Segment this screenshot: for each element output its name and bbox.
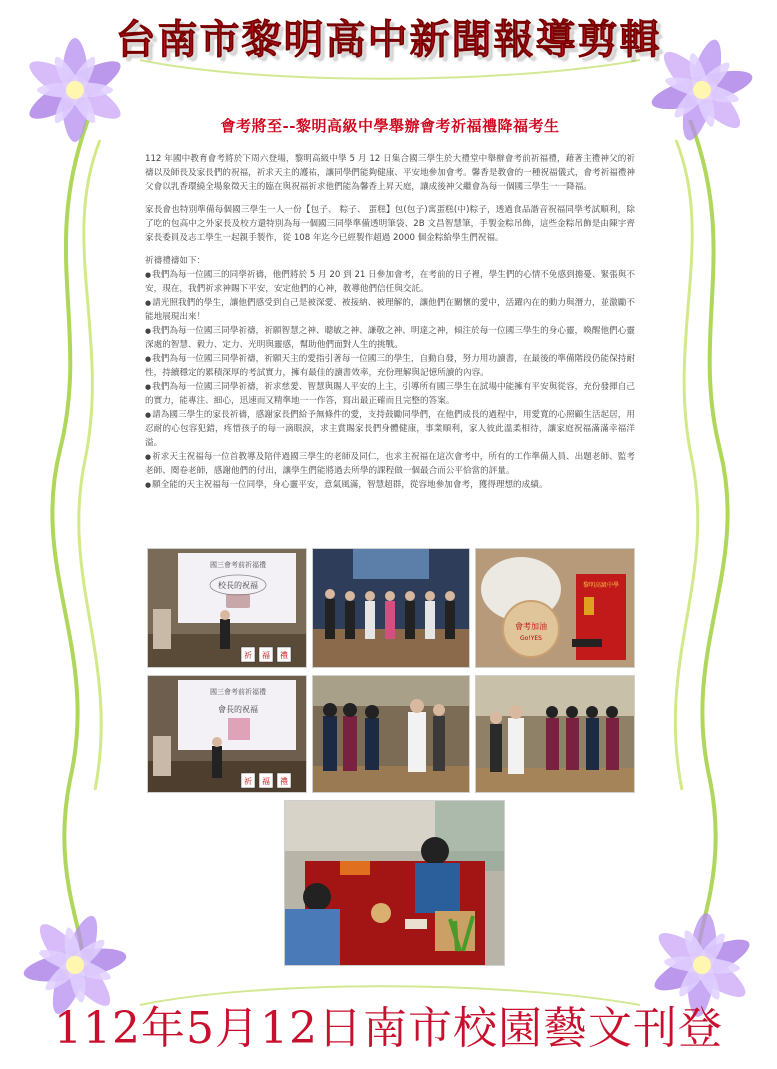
prayer-lead: 祈禱禮禱如下： bbox=[145, 256, 206, 266]
publication-note: 112年5月12日南市校園藝文刊登 bbox=[54, 1003, 723, 1054]
photo-stage-group bbox=[312, 548, 470, 668]
cake-subtext: Go!YES bbox=[520, 635, 542, 642]
banner-char: 禮 bbox=[280, 651, 288, 660]
slide-subtitle: 會長的祝福 bbox=[218, 705, 258, 714]
slide-title: 國三會考前祈福禮 bbox=[210, 561, 266, 569]
banner-char: 福 bbox=[262, 777, 270, 786]
slide-title: 國三會考前祈福禮 bbox=[210, 688, 266, 696]
cake-text: 會考加油 bbox=[515, 622, 547, 631]
prayer-item: ● 我們為每一位國三同學祈禱，祈願智慧之神、聰敏之神、謙敬之神、明達之神，傾注於每一位國三學生的身心靈，喚醒他們心靈深處的智慧、毅力、定力、光明與靈感，幫助他們面對人生的挑戰。 bbox=[145, 324, 635, 352]
photo-priest-blessing bbox=[312, 675, 470, 793]
article-paragraph: 家長會也特別準備每個國三學生一人一份【包子、 粽子、 蛋糕】包(包子)寓蛋糕(中)粽子，透過食品諧音祝福同學考試順利，除了吃的包高中之外家長及校方還特別為每一個國三同學準備透明筆袋、2B 文昌智慧筆，手製金粽吊飾，這些金粽吊飾是由陳宇齊家長委員及志工學生一起親手製作，從 108 年迄今已經製作超過 2000 個金粽給學生們祝福。 bbox=[145, 205, 635, 243]
prayer-item: ● 我們為每一位國三的同學祈禱，他們將於 5 月 20 到 21 日參加會考，在考前的日子裡，學生們的心情不免感到擔憂、緊張與不安，現在，我們祈求神賜下平安，安定他們的心神，教導他們信任與交託。 bbox=[145, 268, 635, 296]
article bbox=[145, 115, 635, 492]
article-headline: 會考將至--黎明高級中學舉辦會考祈福禮降福考生 bbox=[220, 117, 560, 135]
masthead-title: 台南市黎明高中新聞報導剪輯 bbox=[115, 16, 662, 63]
card-label: 黎明高級中學 bbox=[582, 582, 620, 589]
photo-craft-making bbox=[284, 800, 505, 966]
prayer-item: ● 請光照我們的學生，讓他們感受到自己是被深愛、被接納、被理解的，讓他們在關懷的愛中，活躍內在的動力與潛力，並激勵不能地展現出來！ bbox=[145, 296, 635, 324]
prayer-item: ● 祈求天主祝福每一位首教導及陪伴過國三學生的老師及同仁，也求主祝福在這次會考中，所有的工作準備人員、出題老師、監考老師、閱卷老師，感謝他們的付出，讓學生們能將過去所學的課程做一個最合而公平恰當的評量。 bbox=[145, 450, 635, 478]
photo-chair-blessing bbox=[147, 675, 307, 793]
article-paragraph: 112 年國中教育會考將於下周六登場，黎明高級中學 5 月 12 日集合國三學生於大禮堂中舉辦會考前祈福禮，藉著主禮神父的祈禱以及師長及家長們的祝福，祈求天主的護祐，讓同學們能夠健康、平安地參加會考。馨香是教會的一種祝福儀式，會考祈福禮神父會以乳香環繞全場象徵天主的臨在與祝福祈求他們能為馨香上昇天庭，讓成後神父繼會為每一個國三學生一一降福。 bbox=[145, 154, 635, 192]
photo-students-line bbox=[475, 675, 635, 793]
photo-principal-blessing bbox=[147, 548, 307, 668]
banner-char: 祈 bbox=[244, 777, 252, 786]
prayer-item: ● 我們為每一位國三同學祈禱，祈求慈愛、智慧與賜人平安的上主，引導所有國三學生在試場中能擁有平安與從容，充份發揮自己的實力，能專注、細心，迅速而又精準地一一作答，寫出最正確而且完整的答案。 bbox=[145, 380, 635, 408]
prayer-item: ● 我們為每一位國三同學祈禱，祈願天主的愛指引著每一位國三的學生，自動自發，努力用功讀書，在最後的準備階段仍能保持耐性，持續穩定的累積深厚的考試實力，擁有最佳的讀書效率，充份理解與記憶所讀的內容。 bbox=[145, 352, 635, 380]
banner-char: 祈 bbox=[244, 651, 252, 660]
slide-subtitle: 校長的祝福 bbox=[218, 581, 258, 590]
banner-char: 福 bbox=[262, 651, 270, 660]
prayer-item: ● 請為國三學生的家長祈禱，感謝家長們給予無條件的愛，支持鼓勵同學們，在他們成長的過程中，用愛寬的心照顧生活起居，用忍耐的心包容犯錯，疼惜孩子的每一滴眼淚，求主賞賜家長們身體健康，事業順利，家人彼此溫柔相待，讓家庭祝福滿滿幸福洋溢。 bbox=[145, 408, 635, 450]
prayer-list bbox=[145, 268, 635, 492]
photo-cake-gift bbox=[475, 548, 635, 668]
prayer-item: ● 願全能的天主祝福每一位同學，身心靈平安，意氣風滿，智慧超群，從容地參加會考，獲得理想的成績。 bbox=[145, 478, 635, 492]
banner-char: 禮 bbox=[280, 777, 288, 786]
